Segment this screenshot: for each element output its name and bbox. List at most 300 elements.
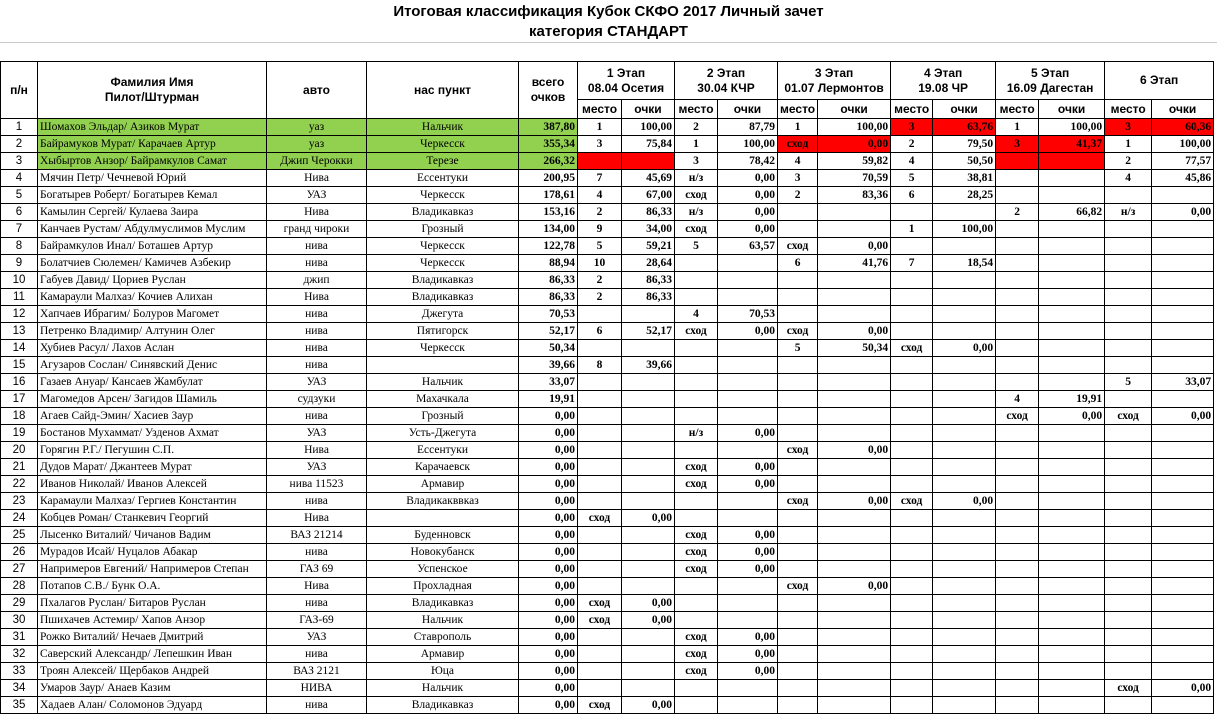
crew-name: Газаев Ануар/ Кансаев Жамбулат [38, 374, 267, 391]
table-row [1, 680, 1214, 697]
stage-place [996, 221, 1039, 238]
stage-place [778, 425, 818, 442]
car: Джип Черокки [267, 153, 367, 170]
header-stage [1105, 62, 1214, 100]
stage-points [718, 578, 778, 595]
stage-place [996, 153, 1039, 170]
stage-place [1105, 442, 1152, 459]
stage-place [675, 442, 718, 459]
table-row [1, 221, 1214, 238]
stage-points [1039, 272, 1105, 289]
stage-points [1039, 442, 1105, 459]
city: Владикавказ [367, 289, 519, 306]
city: Владикавказ [367, 697, 519, 714]
stage-place: сход [675, 544, 718, 561]
stage-place [675, 391, 718, 408]
stage-place: 5 [578, 238, 622, 255]
stage-points [1152, 391, 1214, 408]
stage-place: сход [675, 187, 718, 204]
stage-place: сход [778, 323, 818, 340]
stage-points [818, 408, 891, 425]
stage-place: 3 [891, 119, 933, 136]
table-row [1, 544, 1214, 561]
header-points: очки [718, 100, 778, 119]
stage-points: 0,00 [718, 459, 778, 476]
header-place: место [578, 100, 622, 119]
stage-place: н/з [675, 204, 718, 221]
stage-place [996, 459, 1039, 476]
row-number: 34 [1, 680, 38, 697]
stage-points [1039, 289, 1105, 306]
header-stage-text: 1 Этап 08.04 Осетия [587, 65, 665, 95]
total-points: 0,00 [519, 612, 578, 629]
stage-points [818, 697, 891, 714]
stage-points: 0,00 [818, 442, 891, 459]
car: ГАЗ 69 [267, 561, 367, 578]
total-points: 0,00 [519, 561, 578, 578]
stage-place [578, 391, 622, 408]
stage-place [1105, 646, 1152, 663]
stage-place [675, 408, 718, 425]
table-row [1, 323, 1214, 340]
row-number: 30 [1, 612, 38, 629]
stage-points [622, 408, 675, 425]
stage-points [1039, 595, 1105, 612]
stage-place [675, 510, 718, 527]
stage-points [1039, 323, 1105, 340]
stage-place [891, 612, 933, 629]
header-place: место [891, 100, 933, 119]
stage-place [778, 561, 818, 578]
stage-place [778, 680, 818, 697]
row-number: 26 [1, 544, 38, 561]
stage-place [778, 612, 818, 629]
stage-points [622, 306, 675, 323]
row-number: 5 [1, 187, 38, 204]
stage-points: 66,82 [1039, 204, 1105, 221]
total-points: 122,78 [519, 238, 578, 255]
car: ВАЗ 2121 [267, 663, 367, 680]
stage-place: сход [675, 323, 718, 340]
stage-points [1039, 153, 1105, 170]
city: Пятигорск [367, 323, 519, 340]
stage-points [1039, 221, 1105, 238]
stage-place [891, 306, 933, 323]
crew-name: Кобцев Роман/ Станкевич Георгий [38, 510, 267, 527]
car: нива [267, 646, 367, 663]
stage-points [1039, 476, 1105, 493]
total-points: 33,07 [519, 374, 578, 391]
table-row [1, 340, 1214, 357]
stage-points [622, 425, 675, 442]
stage-place [675, 272, 718, 289]
stage-points [622, 629, 675, 646]
table-row [1, 663, 1214, 680]
stage-points: 86,33 [622, 204, 675, 221]
stage-points [1152, 289, 1214, 306]
stage-points [718, 680, 778, 697]
stage-place [778, 391, 818, 408]
stage-points [933, 459, 996, 476]
stage-points: 41,37 [1039, 136, 1105, 153]
stage-points [1039, 357, 1105, 374]
stage-place [891, 425, 933, 442]
row-number: 11 [1, 289, 38, 306]
stage-points [622, 476, 675, 493]
stage-points: 100,00 [718, 136, 778, 153]
row-number: 21 [1, 459, 38, 476]
stage-place [1105, 697, 1152, 714]
total-points: 88,94 [519, 255, 578, 272]
stage-points [718, 357, 778, 374]
stage-place: 4 [778, 153, 818, 170]
crew-name: Хадаев Алан/ Соломонов Эдуард [38, 697, 267, 714]
stage-points [1152, 221, 1214, 238]
header-total-text: всего очков [530, 75, 566, 104]
stage-points [933, 425, 996, 442]
stage-place [1105, 323, 1152, 340]
row-number: 8 [1, 238, 38, 255]
stage-place [778, 646, 818, 663]
stage-points: 0,00 [818, 323, 891, 340]
stage-place [675, 289, 718, 306]
header-stage [996, 62, 1105, 100]
header-stage [778, 62, 891, 100]
table-row [1, 119, 1214, 136]
table-row [1, 153, 1214, 170]
row-number: 12 [1, 306, 38, 323]
total-points: 200,95 [519, 170, 578, 187]
city [367, 510, 519, 527]
crew-name: Напримеров Евгений/ Напримеров Степан [38, 561, 267, 578]
stage-points: 0,00 [818, 493, 891, 510]
stage-place [996, 646, 1039, 663]
stage-place [675, 578, 718, 595]
stage-points [718, 442, 778, 459]
stage-points: 59,82 [818, 153, 891, 170]
stage-place: сход [1105, 408, 1152, 425]
stage-points [622, 561, 675, 578]
stage-place [778, 476, 818, 493]
city: Карачаевск [367, 459, 519, 476]
total-points: 0,00 [519, 459, 578, 476]
stage-place [891, 561, 933, 578]
crew-name: Габуев Давид/ Цориев Руслан [38, 272, 267, 289]
stage-points [718, 493, 778, 510]
crew-name: Иванов Николай/ Иванов Алексей [38, 476, 267, 493]
table-row [1, 306, 1214, 323]
stage-place [675, 357, 718, 374]
stage-place: 2 [891, 136, 933, 153]
car: нива [267, 493, 367, 510]
stage-points: 0,00 [718, 544, 778, 561]
crew-name: Дудов Марат/ Джантеев Мурат [38, 459, 267, 476]
table-row [1, 697, 1214, 714]
total-points: 178,61 [519, 187, 578, 204]
stage-points: 28,25 [933, 187, 996, 204]
stage-points [1152, 612, 1214, 629]
car: уаз [267, 136, 367, 153]
results-table [0, 61, 1214, 714]
stage-points [622, 374, 675, 391]
stage-points [1039, 646, 1105, 663]
stage-place [578, 578, 622, 595]
stage-place [996, 629, 1039, 646]
stage-place [891, 289, 933, 306]
stage-place: сход [1105, 680, 1152, 697]
stage-points: 0,00 [818, 136, 891, 153]
stage-place: сход [675, 646, 718, 663]
stage-place: 3 [675, 153, 718, 170]
stage-place [996, 527, 1039, 544]
stage-place [675, 374, 718, 391]
header-stage [891, 62, 996, 100]
total-points: 387,80 [519, 119, 578, 136]
row-number: 15 [1, 357, 38, 374]
stage-points: 0,00 [622, 612, 675, 629]
city: Нальчик [367, 119, 519, 136]
stage-place: 1 [891, 221, 933, 238]
stage-place: н/з [675, 425, 718, 442]
header-car: авто [267, 62, 367, 119]
stage-points [1039, 629, 1105, 646]
stage-points [1039, 187, 1105, 204]
stage-points [1039, 340, 1105, 357]
stage-place: 2 [1105, 153, 1152, 170]
header-stage-text: 5 Этап 16.09 Дагестан [1006, 65, 1094, 95]
stage-points: 70,59 [818, 170, 891, 187]
stage-place [996, 323, 1039, 340]
crew-name: Мячин Петр/ Чечневой Юрий [38, 170, 267, 187]
stage-points [818, 612, 891, 629]
city: Владикакввказ [367, 493, 519, 510]
stage-place [996, 306, 1039, 323]
row-number: 24 [1, 510, 38, 527]
stage-place [891, 357, 933, 374]
stage-points: 100,00 [1039, 119, 1105, 136]
table-row [1, 629, 1214, 646]
stage-points: 70,53 [718, 306, 778, 323]
row-number: 14 [1, 340, 38, 357]
stage-points: 34,00 [622, 221, 675, 238]
stage-points [818, 680, 891, 697]
city: Грозный [367, 221, 519, 238]
car: нива [267, 697, 367, 714]
row-number: 6 [1, 204, 38, 221]
stage-points [818, 374, 891, 391]
city: Терезе [367, 153, 519, 170]
crew-name: Бостанов Мухаммат/ Узденов Ахмат [38, 425, 267, 442]
crew-name: Богатырев Роберт/ Богатырев Кемал [38, 187, 267, 204]
car: УАЗ [267, 629, 367, 646]
stage-points [933, 476, 996, 493]
stage-points [818, 289, 891, 306]
car: джип [267, 272, 367, 289]
car: нива [267, 408, 367, 425]
crew-name: Болатчиев Сюлемен/ Камичев Азбекир [38, 255, 267, 272]
city: Успенское [367, 561, 519, 578]
stage-points [933, 527, 996, 544]
stage-points [818, 646, 891, 663]
stage-place [996, 663, 1039, 680]
car: Нива [267, 442, 367, 459]
stage-place [578, 561, 622, 578]
stage-place [578, 663, 622, 680]
total-points: 0,00 [519, 408, 578, 425]
row-number: 33 [1, 663, 38, 680]
stage-place: 2 [675, 119, 718, 136]
stage-points [1152, 646, 1214, 663]
stage-points: 45,86 [1152, 170, 1214, 187]
stage-points: 0,00 [718, 561, 778, 578]
city: Нальчик [367, 680, 519, 697]
stage-points [933, 408, 996, 425]
stage-place [1105, 629, 1152, 646]
header-points: очки [622, 100, 675, 119]
stage-points [933, 629, 996, 646]
stage-place [578, 374, 622, 391]
city: Черкесск [367, 238, 519, 255]
stage-points [1152, 629, 1214, 646]
row-number: 1 [1, 119, 38, 136]
stage-points [1152, 442, 1214, 459]
stage-place: 5 [778, 340, 818, 357]
total-points: 134,00 [519, 221, 578, 238]
stage-points: 0,00 [1152, 204, 1214, 221]
stage-place [891, 323, 933, 340]
stage-points [622, 391, 675, 408]
stage-points: 77,57 [1152, 153, 1214, 170]
stage-place [891, 697, 933, 714]
stage-place [891, 204, 933, 221]
stage-points [718, 408, 778, 425]
stage-place: 2 [578, 204, 622, 221]
city: Армавир [367, 476, 519, 493]
stage-place: 3 [778, 170, 818, 187]
stage-points [933, 544, 996, 561]
stage-place [778, 357, 818, 374]
stage-points [1152, 306, 1214, 323]
header-place: место [1105, 100, 1152, 119]
stage-points [1039, 306, 1105, 323]
stage-place: сход [675, 527, 718, 544]
header-place: место [675, 100, 718, 119]
stage-place [891, 442, 933, 459]
row-number: 25 [1, 527, 38, 544]
stage-points: 39,66 [622, 357, 675, 374]
stage-place [578, 493, 622, 510]
stage-points [718, 612, 778, 629]
city: Черкесск [367, 187, 519, 204]
stage-points [1039, 238, 1105, 255]
stage-points: 0,00 [718, 663, 778, 680]
table-row [1, 561, 1214, 578]
stage-place [996, 357, 1039, 374]
car: гранд чироки [267, 221, 367, 238]
stage-place: сход [675, 629, 718, 646]
stage-points: 45,69 [622, 170, 675, 187]
car: нива [267, 357, 367, 374]
stage-points [818, 510, 891, 527]
car: Нива [267, 578, 367, 595]
stage-points [1152, 255, 1214, 272]
row-number: 2 [1, 136, 38, 153]
stage-points [1039, 544, 1105, 561]
stage-place: 3 [996, 136, 1039, 153]
stage-place: 6 [891, 187, 933, 204]
stage-points [718, 391, 778, 408]
stage-place [675, 595, 718, 612]
header-stage [578, 62, 675, 100]
stage-place: 6 [778, 255, 818, 272]
stage-place: сход [778, 238, 818, 255]
stage-place: н/з [1105, 204, 1152, 221]
stage-place [891, 374, 933, 391]
header-name [38, 62, 267, 119]
stage-points [933, 272, 996, 289]
stage-place: 1 [1105, 136, 1152, 153]
crew-name: Хапчаев Ибрагим/ Болуров Магомет [38, 306, 267, 323]
total-points: 50,34 [519, 340, 578, 357]
row-number: 31 [1, 629, 38, 646]
stage-place [578, 442, 622, 459]
stage-place [1105, 238, 1152, 255]
stage-points: 0,00 [622, 510, 675, 527]
stage-points [622, 680, 675, 697]
city: Черкесск [367, 255, 519, 272]
stage-points [818, 221, 891, 238]
stage-place [1105, 561, 1152, 578]
car: нива [267, 340, 367, 357]
stage-points [622, 527, 675, 544]
stage-points: 0,00 [933, 493, 996, 510]
stage-points [933, 646, 996, 663]
stage-place [675, 493, 718, 510]
stage-points [818, 357, 891, 374]
car: Нива [267, 510, 367, 527]
stage-points [933, 680, 996, 697]
table-row [1, 476, 1214, 493]
stage-points [933, 306, 996, 323]
stage-place [996, 544, 1039, 561]
stage-points [622, 340, 675, 357]
stage-points: 83,36 [818, 187, 891, 204]
row-number: 20 [1, 442, 38, 459]
stage-points [933, 204, 996, 221]
stage-place: 3 [1105, 119, 1152, 136]
total-points: 19,91 [519, 391, 578, 408]
stage-points [718, 289, 778, 306]
row-number: 17 [1, 391, 38, 408]
stage-points [933, 323, 996, 340]
stage-place: 7 [578, 170, 622, 187]
stage-points [718, 272, 778, 289]
stage-points [1152, 527, 1214, 544]
stage-place: 1 [778, 119, 818, 136]
total-points: 0,00 [519, 527, 578, 544]
stage-place [996, 476, 1039, 493]
table-row [1, 374, 1214, 391]
stage-points [1152, 323, 1214, 340]
car: нива [267, 238, 367, 255]
stage-points [818, 204, 891, 221]
total-points: 0,00 [519, 476, 578, 493]
table-row [1, 459, 1214, 476]
row-number: 4 [1, 170, 38, 187]
car: УАЗ [267, 459, 367, 476]
stage-points [1039, 697, 1105, 714]
crew-name: Камылин Сергей/ Кулаева Заира [38, 204, 267, 221]
